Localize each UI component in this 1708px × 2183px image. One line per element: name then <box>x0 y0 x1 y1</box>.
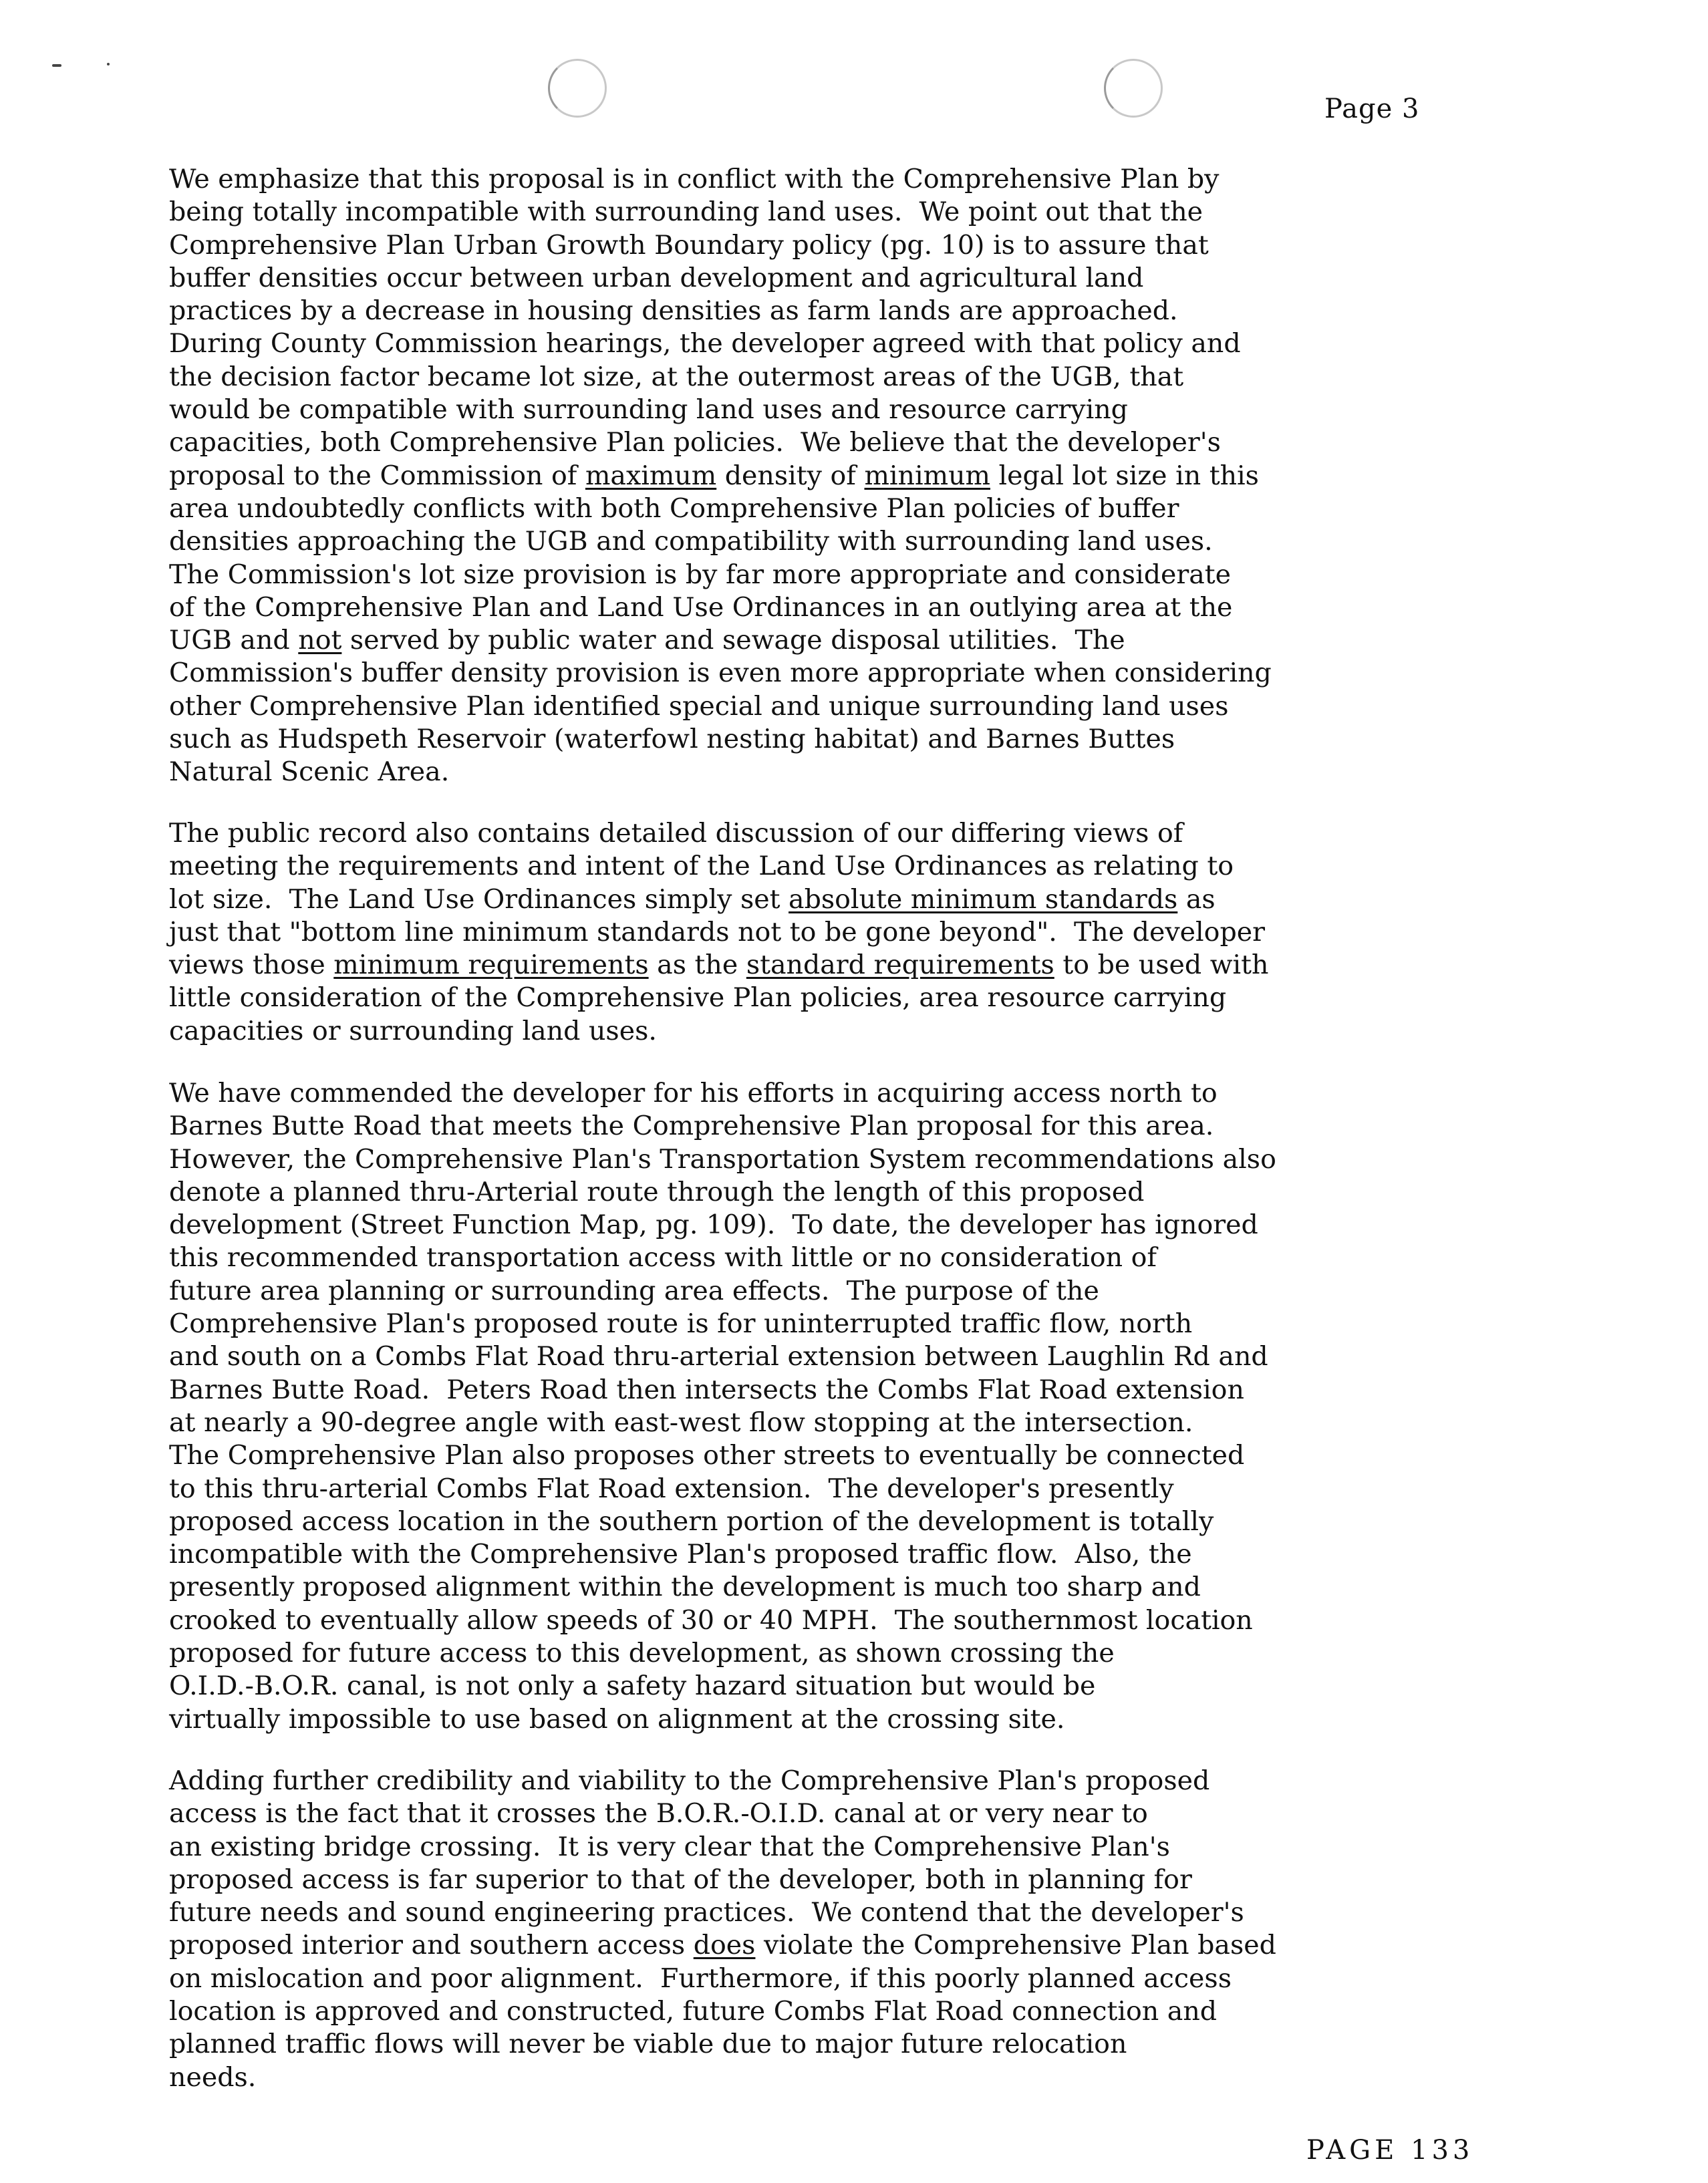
text-line <box>169 196 1539 229</box>
text-line <box>169 295 1539 327</box>
text-run: denote a planned thru-Arterial route through the length of this proposed <box>169 1176 1145 1207</box>
text-line <box>169 361 1539 394</box>
text-line <box>169 1308 1539 1340</box>
text-line <box>169 1538 1539 1571</box>
text-run: The Comprehensive Plan also proposes other streets to eventually be connected <box>169 1440 1245 1471</box>
text-run: incompatible with the Comprehensive Plan's proposed traffic flow. Also, the <box>169 1539 1192 1570</box>
text-run: virtually impossible to use based on alignment at the crossing site. <box>169 1703 1065 1735</box>
text-run: access is the fact that it crosses the B.O.R.-O.I.D. canal at or very near to <box>169 1798 1148 1830</box>
text-run: of the Comprehensive Plan and Land Use Ordinances in an outlying area at the <box>169 591 1233 623</box>
text-run: density of <box>716 460 865 491</box>
text-line <box>169 2061 1539 2094</box>
text-run: Adding further credibility and viability to the Comprehensive Plan's proposed <box>169 1765 1210 1796</box>
text-line <box>169 1176 1539 1209</box>
text-line <box>169 1864 1539 1896</box>
text-run: capacities, both Comprehensive Plan policies. We believe that the developer's <box>169 427 1221 458</box>
text-run: to be used with <box>1054 950 1269 981</box>
text-run: development (Street Function Map, pg. 109). To date, the developer has ignored <box>169 1209 1258 1241</box>
text-line <box>169 1209 1539 1242</box>
punch-hole-right <box>1104 59 1163 118</box>
text-line <box>169 1929 1539 1962</box>
text-line <box>169 426 1539 459</box>
text-line <box>169 1604 1539 1637</box>
text-line <box>169 1896 1539 1929</box>
text-line <box>169 229 1539 262</box>
text-line <box>169 723 1539 756</box>
text-run: legal lot size in this <box>990 460 1259 491</box>
scan-speck <box>107 63 110 65</box>
text-run: to this thru-arterial Combs Flat Road extension. The developer's presently <box>169 1473 1174 1504</box>
text-line <box>169 1275 1539 1308</box>
paragraph-1 <box>169 163 1539 789</box>
text-line <box>169 1505 1539 1538</box>
text-run: We emphasize that this proposal is in conflict with the Comprehensive Plan by <box>169 164 1220 194</box>
underlined-text: standard requirements <box>746 950 1054 981</box>
scan-speck <box>52 64 61 67</box>
text-line <box>169 624 1539 657</box>
text-line <box>169 850 1539 883</box>
text-line <box>169 460 1539 492</box>
text-run: Natural Scenic Area. <box>169 756 450 788</box>
text-line <box>169 1831 1539 1864</box>
text-run: meeting the requirements and intent of the Land Use Ordinances as relating to <box>169 851 1234 882</box>
text-run: lot size. The Land Use Ordinances simply set <box>169 883 789 915</box>
text-line <box>169 756 1539 788</box>
text-run: little consideration of the Comprehensive Plan policies, area resource carrying <box>169 982 1227 1014</box>
text-run: proposed access location in the southern portion of the development is totally <box>169 1505 1214 1537</box>
text-run: Comprehensive Plan's proposed route is for uninterrupted traffic flow, north <box>169 1308 1193 1340</box>
text-line <box>169 1995 1539 2028</box>
text-line <box>169 1015 1539 1048</box>
underlined-text: minimum <box>864 460 990 491</box>
text-line <box>169 657 1539 690</box>
text-line <box>169 690 1539 723</box>
text-run: The public record also contains detailed discussion of our differing views of <box>169 818 1183 849</box>
text-line <box>169 1962 1539 1995</box>
text-run: Commission's buffer density provision is even more appropriate when considering <box>169 658 1272 689</box>
text-line <box>169 1242 1539 1274</box>
text-run: practices by a decrease in housing densities as farm lands are approached. <box>169 295 1178 327</box>
text-run: planned traffic flows will never be viable due to major future relocation <box>169 2029 1127 2060</box>
text-line <box>169 1110 1539 1143</box>
text-line <box>169 2028 1539 2061</box>
underlined-text: not <box>298 625 342 656</box>
text-run: future needs and sound engineering practices. We contend that the developer's <box>169 1897 1244 1928</box>
text-line <box>169 492 1539 525</box>
underlined-text: minimum requirements <box>333 950 649 981</box>
text-run: During County Commission hearings, the developer agreed with that policy and <box>169 328 1241 359</box>
text-run: violate the Comprehensive Plan based <box>755 1930 1276 1961</box>
text-line <box>169 1670 1539 1703</box>
text-run: However, the Comprehensive Plan's Transportation System recommendations also <box>169 1143 1276 1175</box>
punch-hole-left <box>548 59 607 118</box>
text-run: Barnes Butte Road. Peters Road then intersects the Combs Flat Road extension <box>169 1374 1244 1405</box>
text-line <box>169 1374 1539 1407</box>
text-line <box>169 1340 1539 1373</box>
text-line <box>169 1765 1539 1797</box>
text-line <box>169 1407 1539 1439</box>
text-run: area undoubtedly conflicts with both Comprehensive Plan policies of buffer <box>169 492 1179 524</box>
text-line <box>169 394 1539 426</box>
text-run: at nearly a 90-degree angle with east-west flow stopping at the intersection. <box>169 1407 1193 1438</box>
text-run: an existing bridge crossing. It is very clear that the Comprehensive Plan's <box>169 1831 1170 1862</box>
text-run: O.I.D.-B.O.R. canal, is not only a safety hazard situation but would be <box>169 1670 1096 1702</box>
text-run: just that "bottom line minimum standards not to be gone beyond". The developer <box>169 916 1265 948</box>
underlined-text: absolute minimum standards <box>789 883 1178 915</box>
text-run: the decision factor became lot size, at the outermost areas of the UGB, that <box>169 361 1184 392</box>
text-run: future area planning or surrounding area effects. The purpose of the <box>169 1275 1099 1306</box>
text-run: as <box>1177 883 1216 915</box>
text-line <box>169 817 1539 850</box>
text-line <box>169 1143 1539 1176</box>
text-line <box>169 163 1539 196</box>
text-line <box>169 1077 1539 1110</box>
text-run: being totally incompatible with surrounding land uses. We point out that the <box>169 196 1203 228</box>
text-run: We have commended the developer for his efforts in acquiring access north to <box>169 1078 1218 1109</box>
text-line <box>169 916 1539 949</box>
text-run: this recommended transportation access with little or no consideration of <box>169 1242 1157 1274</box>
paragraph-4 <box>169 1765 1539 2094</box>
text-run: other Comprehensive Plan identified special and unique surrounding land uses <box>169 690 1229 722</box>
text-run: needs. <box>169 2061 257 2093</box>
text-line <box>169 1473 1539 1505</box>
text-run: such as Hudspeth Reservoir (waterfowl nesting habitat) and Barnes Buttes <box>169 724 1175 755</box>
text-line <box>169 525 1539 558</box>
text-line <box>169 1797 1539 1830</box>
text-run: on mislocation and poor alignment. Furthermore, if this poorly planned access <box>169 1962 1232 1994</box>
text-run: buffer densities occur between urban development and agricultural land <box>169 262 1144 293</box>
text-run: proposed access is far superior to that of the developer, both in planning for <box>169 1864 1192 1895</box>
text-line <box>169 1637 1539 1670</box>
text-run: views those <box>169 950 334 981</box>
paragraph-3 <box>169 1077 1539 1736</box>
text-run: location is approved and constructed, future Combs Flat Road connection and <box>169 1996 1218 2027</box>
text-run: capacities or surrounding land uses. <box>169 1015 657 1046</box>
text-line <box>169 1571 1539 1604</box>
text-run: and south on a Combs Flat Road thru-arterial extension between Laughlin Rd and <box>169 1341 1268 1372</box>
text-run: UGB and <box>169 625 299 656</box>
text-line <box>169 327 1539 360</box>
text-run: Comprehensive Plan Urban Growth Boundary policy (pg. 10) is to assure that <box>169 229 1209 261</box>
underlined-text: does <box>693 1930 756 1961</box>
text-run: crooked to eventually allow speeds of 30 or 40 MPH. The southernmost location <box>169 1604 1253 1636</box>
text-run: Barnes Butte Road that meets the Comprehensive Plan proposal for this area. <box>169 1111 1214 1142</box>
text-line <box>169 949 1539 982</box>
text-run: as the <box>648 950 746 981</box>
underlined-text: maximum <box>585 460 717 491</box>
text-line <box>169 1439 1539 1472</box>
text-line <box>169 262 1539 295</box>
page-label: Page 3 <box>1324 94 1420 124</box>
text-line <box>169 559 1539 591</box>
text-run: The Commission's lot size provision is by far more appropriate and considerate <box>169 559 1232 590</box>
text-run: proposed for future access to this development, as shown crossing the <box>169 1638 1115 1669</box>
text-line <box>169 883 1539 916</box>
text-run: served by public water and sewage disposal utilities. The <box>341 625 1125 656</box>
text-run: proposed interior and southern access <box>169 1930 694 1961</box>
footer-page-number: PAGE 133 <box>1306 2135 1474 2166</box>
text-run: densities approaching the UGB and compatibility with surrounding land uses. <box>169 526 1213 557</box>
text-line <box>169 1703 1539 1736</box>
text-line <box>169 591 1539 624</box>
text-run: proposal to the Commission of <box>169 460 585 491</box>
text-line <box>169 982 1539 1014</box>
text-run: would be compatible with surrounding land uses and resource carrying <box>169 394 1128 426</box>
text-run: presently proposed alignment within the development is much too sharp and <box>169 1572 1201 1603</box>
paragraph-2 <box>169 817 1539 1048</box>
